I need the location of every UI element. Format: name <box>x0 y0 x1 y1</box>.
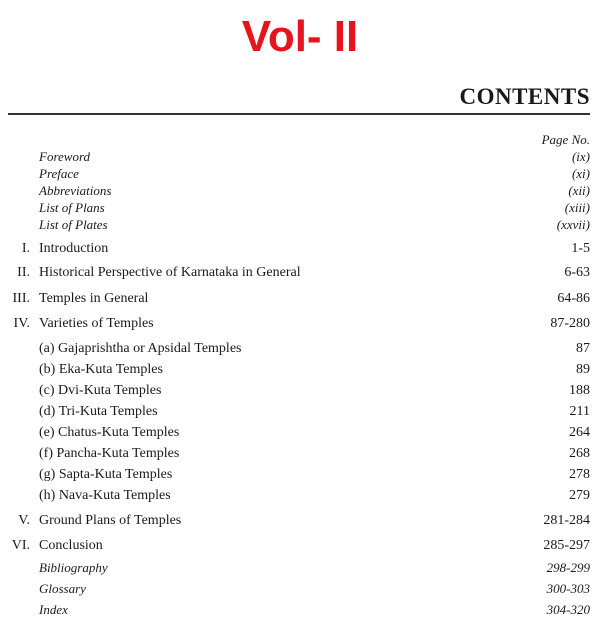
toc-entry <box>0 488 600 506</box>
entry-page: (ix) <box>571 149 590 164</box>
chapter-number: III. <box>12 291 30 306</box>
toc-entry <box>0 362 600 380</box>
toc-entry <box>0 166 600 184</box>
toc-entry <box>0 425 600 443</box>
toc-entry <box>0 560 600 578</box>
entry-page: (xxvii) <box>556 217 590 232</box>
toc-entry <box>0 149 600 167</box>
entry-title: Glossary <box>39 581 86 596</box>
entry-page: 278 <box>569 467 590 482</box>
entry-title: Historical Perspective of Karnataka in General <box>39 265 301 280</box>
entry-title: Bibliography <box>39 560 108 575</box>
entry-title: (c) Dvi-Kuta Temples <box>39 383 162 398</box>
entry-page: 6-63 <box>564 265 590 280</box>
entry-title: List of Plans <box>39 200 105 215</box>
toc-entry <box>0 538 600 556</box>
chapter-number: VI. <box>11 538 30 553</box>
toc-entry <box>0 581 600 599</box>
toc-entry <box>0 404 600 422</box>
chapter-number: V. <box>18 513 30 528</box>
entry-page: 264 <box>569 425 590 440</box>
entry-title: Index <box>39 602 68 617</box>
entry-title: (g) Sapta-Kuta Temples <box>39 467 173 482</box>
entry-page: (xi) <box>571 166 590 181</box>
entry-page: 304-320 <box>546 602 590 617</box>
entry-page: 279 <box>569 488 590 503</box>
entry-title: Introduction <box>39 241 109 256</box>
toc-entry <box>0 446 600 464</box>
entry-title: (b) Eka-Kuta Temples <box>39 362 163 377</box>
toc-entry <box>0 383 600 401</box>
entry-title: (e) Chatus-Kuta Temples <box>39 425 180 440</box>
entry-page: 285-297 <box>543 538 590 553</box>
chapter-number: II. <box>17 265 30 280</box>
entry-title: Ground Plans of Temples <box>39 513 182 528</box>
entry-title: Foreword <box>39 149 91 164</box>
entry-title: Varieties of Temples <box>39 316 154 331</box>
volume-title: Vol- II <box>241 12 359 61</box>
entry-title: Abbreviations <box>39 183 112 198</box>
entry-page: 268 <box>569 446 590 461</box>
toc-entry <box>0 316 600 334</box>
toc-entry <box>0 602 600 620</box>
toc-entry <box>0 467 600 485</box>
entry-title: Conclusion <box>39 538 103 553</box>
entry-page: 87 <box>576 341 590 356</box>
heading-rule <box>8 113 590 115</box>
entry-page: 300-303 <box>546 581 590 596</box>
entry-title: (f) Pancha-Kuta Temples <box>39 446 180 461</box>
entry-page: 211 <box>569 404 590 419</box>
entry-title: (a) Gajaprishtha or Apsidal Temples <box>39 341 242 356</box>
toc-entry <box>0 291 600 309</box>
entry-title: (d) Tri-Kuta Temples <box>39 404 158 419</box>
entry-page: (xiii) <box>564 200 590 215</box>
page-no-label: Page No. <box>541 132 590 147</box>
chapter-number: I. <box>21 241 30 256</box>
toc-entry <box>0 513 600 531</box>
toc-entry <box>0 241 600 259</box>
entry-title: (h) Nava-Kuta Temples <box>39 488 171 503</box>
toc-entry <box>0 265 600 283</box>
entry-page: (xii) <box>568 183 590 198</box>
toc-entry <box>0 341 600 359</box>
entry-page: 188 <box>569 383 590 398</box>
contents-heading: CONTENTS <box>459 84 590 109</box>
entry-page: 298-299 <box>546 560 590 575</box>
toc-entry <box>0 200 600 218</box>
entry-page: 281-284 <box>543 513 590 528</box>
entry-page: 87-280 <box>550 316 590 331</box>
entry-title: Preface <box>39 166 79 181</box>
chapter-number: IV. <box>13 316 30 331</box>
entry-page: 64-86 <box>557 291 590 306</box>
toc-entry <box>0 217 600 235</box>
toc-entry <box>0 183 600 201</box>
entry-title: List of Plates <box>39 217 108 232</box>
entry-page: 89 <box>576 362 590 377</box>
entry-title: Temples in General <box>39 291 149 306</box>
entry-page: 1-5 <box>571 241 590 256</box>
